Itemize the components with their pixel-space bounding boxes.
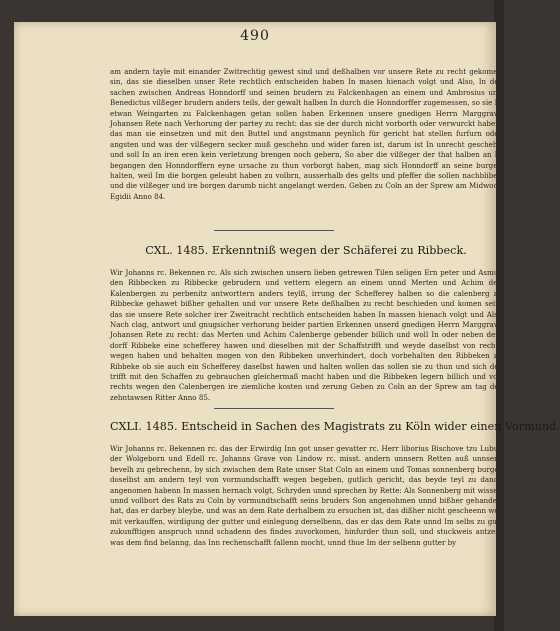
section-text-cxl: Wir Johanns rc. Bekennen rc. Als sich zwischen unsern lieben getrewen Tilen seligen Ern peter und Asmus den Ribbecken zu Ribbecke gebrudern und vettern elegern an einem unnd Merten und Achim den Kalenbergen zu perbenitz antworttern anders teylß, irrung der Schefferey halben so die calenberg zu Ribbecke gehawet bißher gehalten und vor unsere Rete deßhalben zu recht beschieden und komen sein, das sie unsere Rete solcher irer Zweitracht rechtlich entscheiden haben In massen hienach volgt und Also Nach clag, antwort und gnugsicher verhorung beider partien Erkennen unserd gnedigen Herrn Marggrave Johansen Rete zu recht: das Merten und Achim Calenberge gebender billich und woll In oder neben dem dorff Ribbeke eine schefferey hawen und dieselben mit der Schaffstrifft und weyde daselbst von rechts wegen haben und behalten mogen von den Ribbeken unverhindert, doch vorbehalten den Ribbeken zu Ribbeke ob sie auch ein Schefferey daselbst hawen und halten wollen das sollen sie zu thun und sich der trifft mit den Schaffen zu gebrauchen gleichermaß macht haben und die Ribbeken legern billich und von rechts wegen den Calenbergen ire ziemliche kosten und zerung Geben zu Coln an der Sprew am tag der zehntawsen Ritter Anno 85. [110, 268, 502, 402]
book-page [14, 22, 560, 616]
paragraph-top: am andern tayle mit einander Zwitrechtig gewest sind und deßhalben vor unsere Rete zu recht gekomen sin, das sie dieselben unser Rete rechtlich entscheiden haben In masen hienach volgt und Also, In der sachen zwischen Andreas Honndorff und seinen brudern zu Falckenhagen an einem und Ambrosius und Benedictus vilßeger brudern anders teils, der gewalt halben In durch die Honndorffer zugemessen, so sie In etwan Weingarten zu Falckenhagen getan sollen haben Erkennen unsere gnedigen Herrn Marggrave Johansen Rete nach Verhorung der partey zu recht: das sie der durch nicht vorborth oder verwurckt haben, das man sie einsetzen und mit den Buttel und angstmann peynlich für gericht hat stellen furfurn oder angsten und was der vilßegern secker muß geschehn und wider faren ist, darum ist In unrecht geschehn und soll In an iren eren kein verletzung brengen noch gebern, So aber die vilßeger der that halben an In begangen den Honndorffern eyne ursache zu thun vorborgt haben, mag sich Honndorff an seine burgen halten, weil Im die borgen geleubt haben zu volbrn, ausserhalb des gelts und pfeffer die sollen nachbliben und die vilßeger und ire borgen darumb nicht angelangt werden. Geben zu Coln an der Sprew am Midwoch Egidii Anno 84. [110, 67, 502, 201]
section-heading-cxl: CXL. 1485. Erkenntniß wegen der Schäferei zu Ribbeck. [145, 244, 467, 257]
section-text-cxli: Wir Johanns rc. Bekennen rc. das der Erwirdig Inn got unser gevatter rc. Herr liborius Bischove tzu Lubus der Wolgeborn und Edell rc. Johanns Grave von Lindow rc. misst. andern unnsern Retten auß unnsern bevelh zu gebrechenn, by sich zwischen dem Rate unser Stat Coln an einem und Tomas sonnenberg burger doselbst am andern teyl von vormundschafft wegen begeben, gutlich gericht, das beyde teyl zu danck angenomen habenn In massen hernach volgt, Schryden unnd sprechen by Rette: Als Sonnenberg mit wissen unnd vollbort des Rats zu Coln by vormundtschafft seins bruders Son angenohmen unnd bißher gehandelt hat, das er darbey bleybe, und was an dem Rate derhalbem zu ersuchen ist, das dißher nicht gescheenn wer mit verkauffen, wirdigung der gutter und einlegung derselbenn, das er das dem Rate unnd Im selbs zu gut, zukunfftigen anspruch unnd schadenn des findes zuvorkomen, hinfurder thun soll, und stuckweis antzeig was dem find belanng, das Inn rechenschafft fallenn mocht, unnd thue Im der selbenn gutter by [110, 444, 502, 547]
divider-rule [214, 230, 334, 231]
page-number: 490 [240, 28, 270, 44]
section-heading-cxli: CXLI. 1485. Entscheid in Sachen des Magistrats zu Köln wider einen Vormund. [110, 420, 560, 433]
divider-rule [214, 408, 334, 409]
